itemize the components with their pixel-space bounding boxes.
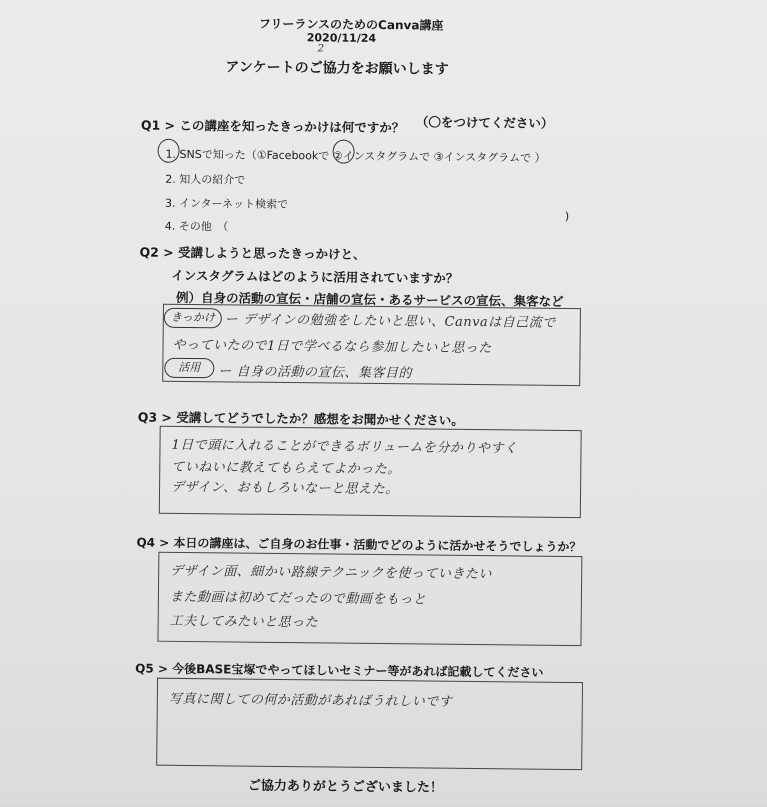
q2-question-line2: インスタグラムはどのように活用されていますか？ — [171, 267, 459, 286]
q4-question: Q4 > 本日の講座は、ご自身のお仕事・活動でどのように活かせそうでしょうか？ — [136, 535, 582, 555]
q2-answer-line1: ー デザインの勉強をしたいと思い、Canvaは自己流で — [224, 312, 556, 331]
q2-label-reason: きっかけ — [164, 308, 222, 329]
page-heading: アンケートのご協力をお願いします — [225, 59, 449, 78]
option-1-circle — [157, 139, 179, 163]
survey-date: 2020/11/24 — [306, 31, 377, 45]
q1-question: Q1 > この講座を知ったきっかけは何ですか？ — [140, 117, 405, 136]
q3-answer-line2: ていねいに教えてもらえてよかった。 — [171, 459, 401, 478]
q1-option-4: 4. その他 （ — [164, 219, 229, 234]
q5-question: Q5 > 今後BASE宝塚でやってほしいセミナー等があれば記載してください — [135, 661, 544, 680]
footer-thanks: ご協力ありがとうございました！ — [247, 778, 444, 796]
course-title: フリーランスのためのCanva講座 — [258, 16, 444, 33]
q2-answer-line3: ー 自身の活動の宣伝、集客目的 — [218, 364, 412, 382]
q4-answer-line1: デザイン面、細かい路線テクニックを使っていきたい — [170, 563, 493, 583]
q4-answer-line2: また動画は初めてだったので動画をもっと — [169, 589, 427, 608]
q1-option-2: 2. 知人の紹介で — [165, 172, 246, 187]
q4-answer-line3: 工夫してみたいと思った — [169, 613, 319, 631]
q1-option-3: 3. インターネット検索で — [164, 196, 289, 212]
option-2-circle — [332, 139, 354, 163]
q2-example: 例）自身の活動の宣伝・店舗の宣伝・あるサービスの宣伝、集客など — [175, 289, 564, 309]
handwritten-date-correction: 2 — [317, 43, 325, 55]
q3-answer-line3: デザイン、おもしろいなーと思えた。 — [170, 479, 399, 498]
q1-option-4-close: ) — [564, 209, 570, 223]
q1-option-1: 1. SNSで知った（①Facebookで ②インスタグラムで ③インスタグラムで ） — [165, 147, 546, 165]
q2-answer-line2: やっていたので1日で学べるなら参加したいと思った — [172, 337, 492, 357]
q5-answer-line1: 写真に関しての何か活動があればうれしいです — [168, 691, 453, 710]
q3-question: Q3 > 受講してどうでしたか？感想をお聞かせください。 — [137, 409, 464, 428]
q1-instruction: （〇をつけてください） — [415, 114, 554, 131]
q2-question-line1: Q2 > 受講しようと思ったきっかけと、 — [139, 244, 366, 262]
q2-label-use: 活用 — [164, 358, 214, 379]
q3-answer-line1: 1日で頭に入れることができるボリュームを分かりやすく — [171, 437, 518, 457]
